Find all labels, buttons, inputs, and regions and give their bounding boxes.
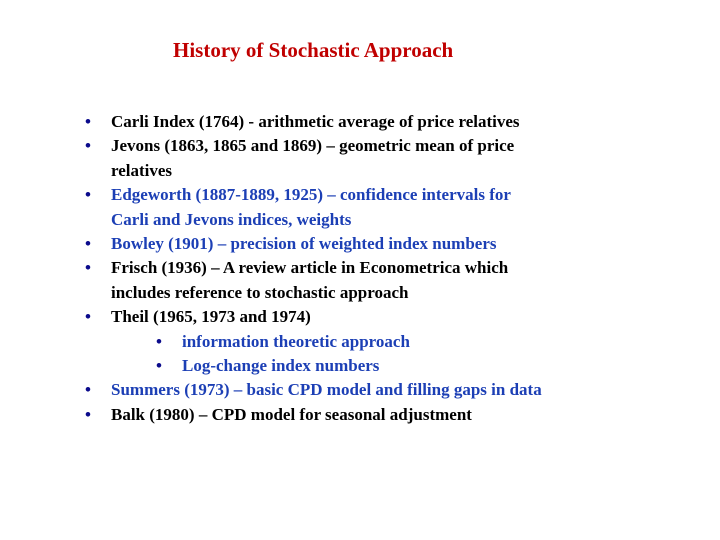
sub-bullet-line-information-theoretic: [80, 330, 640, 354]
bullet-icon: •: [85, 258, 91, 278]
bullet-line-balk: [80, 403, 640, 427]
sub-bullet-text: Log-change index numbers: [182, 355, 380, 375]
bullet-line-edgeworth: [80, 183, 640, 207]
bullet-line-bowley: [80, 232, 640, 256]
bullet-line-jevons-cont: [80, 159, 640, 183]
bullet-text: Frisch (1936) – A review article in Econometrica which: [111, 258, 509, 278]
bullet-list: [80, 110, 640, 427]
sub-bullet-line-log-change: [80, 354, 640, 378]
bullet-line-frisch: [80, 256, 640, 280]
bullet-text-continuation: includes reference to stochastic approach: [111, 282, 409, 302]
bullet-icon: •: [85, 380, 91, 400]
sub-bullet-text: information theoretic approach: [182, 331, 410, 351]
bullet-text: Bowley (1901) – precision of weighted index numbers: [111, 233, 497, 253]
bullet-line-theil: [80, 305, 640, 329]
bullet-icon: •: [85, 233, 91, 253]
bullet-line-frisch-cont: [80, 281, 640, 305]
bullet-icon: •: [85, 185, 91, 205]
bullet-line-carli: [80, 110, 640, 134]
bullet-text: Summers (1973) – basic CPD model and filling gaps in data: [111, 380, 542, 400]
bullet-icon: •: [85, 307, 91, 327]
sub-bullet-icon: •: [156, 355, 162, 375]
slide-title: History of Stochastic Approach: [173, 38, 454, 62]
bullet-text-continuation: Carli and Jevons indices, weights: [111, 209, 352, 229]
bullet-line-edgeworth-cont: [80, 208, 640, 232]
bullet-text: Theil (1965, 1973 and 1974): [111, 307, 311, 327]
bullet-line-summers: [80, 378, 640, 402]
sub-bullet-icon: •: [156, 331, 162, 351]
bullet-line-jevons: [80, 134, 640, 158]
bullet-icon: •: [85, 136, 91, 156]
bullet-text: Balk (1980) – CPD model for seasonal adjustment: [111, 404, 472, 424]
bullet-text: Carli Index (1764) - arithmetic average of price relatives: [111, 112, 520, 131]
bullet-icon: •: [85, 112, 91, 131]
bullet-text-continuation: relatives: [111, 160, 173, 180]
bullet-text: Edgeworth (1887-1889, 1925) – confidence intervals for: [111, 185, 511, 205]
bullet-icon: •: [85, 404, 91, 424]
bullet-text: Jevons (1863, 1865 and 1869) – geometric mean of price: [111, 136, 515, 156]
